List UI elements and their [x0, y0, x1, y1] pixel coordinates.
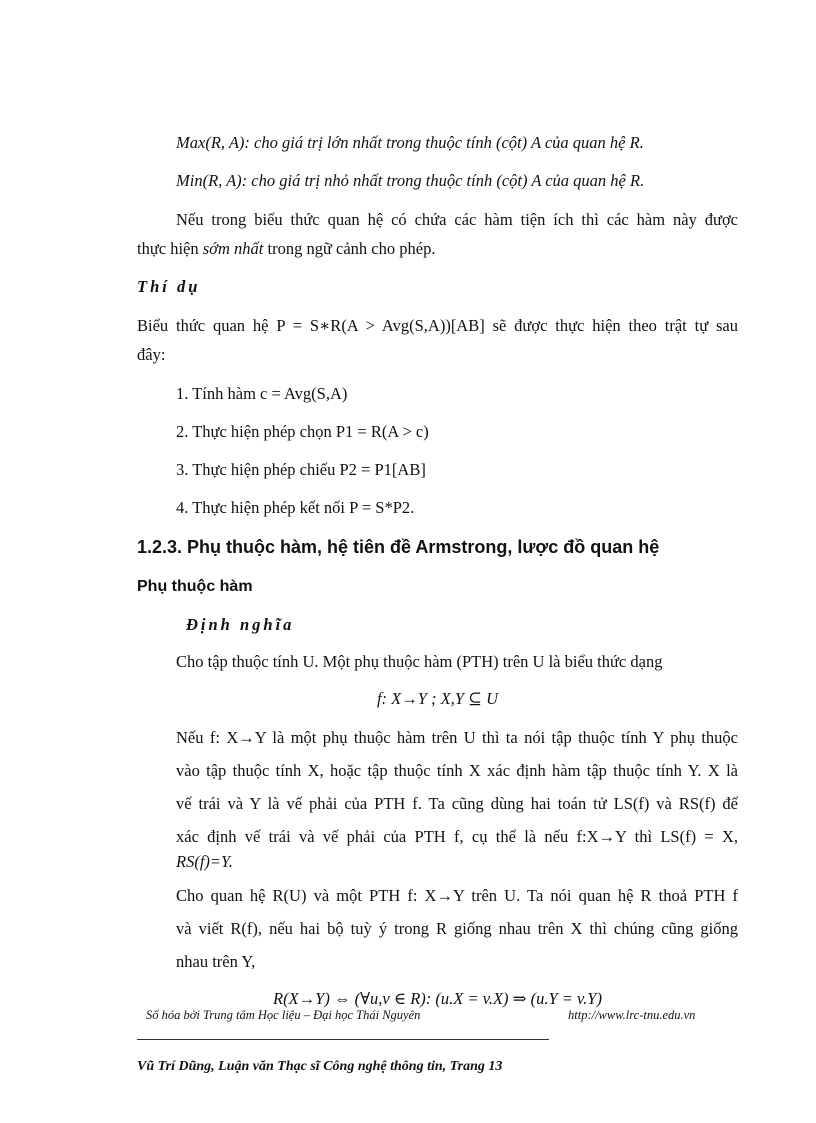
example-label: Thí dụ [137, 277, 201, 296]
utility-emphasis: sớm nhất [202, 239, 264, 258]
footer-source: Số hóa bởi Trung tâm Học liệu – Đại học Thái Nguyên [146, 1008, 421, 1022]
max-definition: Max(R, A): cho giá trị lớn nhất trong thuộc tính (cột) A của quan hệ R. [176, 133, 644, 152]
min-definition: Min(R, A): cho giá trị nhỏ nhất trong thuộc tính (cột) A của quan hệ R. [176, 171, 645, 190]
footer-url[interactable]: http://www.lrc-tnu.edu.vn [568, 1008, 696, 1022]
step-3: 3. Thực hiện phép chiếu P2 = P1[AB] [176, 460, 426, 479]
satisfy-line-2: và viết R(f), nếu hai bộ tuỳ ý trong R giống nhau trên X thì chúng cũng giống [176, 919, 738, 938]
utility-paragraph-line-1: Nếu trong biểu thức quan hệ có chứa các hàm tiện ích thì các hàm này được [176, 210, 738, 229]
definition-line: Cho tập thuộc tính U. Một phụ thuộc hàm (PTH) trên U là biểu thức dạng [176, 652, 663, 671]
fd-paragraph-line-1: Nếu f: X→Y là một phụ thuộc hàm trên U thì ta nói tập thuộc tính Y phụ thuộc [176, 728, 738, 747]
fd-paragraph-line-3: vế trái và Y là vế phải của PTH f. Ta cũng dùng hai toán tử LS(f) và RS(f) để [176, 794, 738, 813]
utility-text-b: trong ngữ cảnh cho phép. [263, 239, 436, 258]
definition-label: Định nghĩa [186, 615, 295, 634]
formula-satisfy: R(X→Y) ⇔ (∀u,v ∈ R): (u.X = v.X) ⇒ (u.Y = v.Y) [273, 989, 602, 1008]
footer-author-line: Vũ Trí Dũng, Luận văn Thạc sĩ Công nghệ thông tin, Trang 13 [137, 1059, 503, 1074]
fd-paragraph-line-4: xác định vế trái và vế phải của PTH f, cụ thể là nếu f:X→Y thì LS(f) = X, [176, 827, 738, 846]
footer-divider [137, 1039, 549, 1040]
utility-paragraph-line-2 [137, 238, 435, 260]
subsection-heading: Phụ thuộc hàm [137, 578, 253, 595]
fd-paragraph-line-2: vào tập thuộc tính X, hoặc tập thuộc tính X xác định hàm tập thuộc tính Y. X là [176, 761, 738, 780]
step-2: 2. Thực hiện phép chọn P1 = R(A > c) [176, 422, 429, 441]
step-1: 1. Tính hàm c = Avg(S,A) [176, 384, 348, 403]
example-line-1: Biểu thức quan hệ P = S∗R(A > Avg(S,A))[AB] sẽ được thực hiện theo trật tự sau [137, 316, 738, 335]
formula-fd: f: X→Y ; X,Y ⊆ U [376, 689, 499, 708]
utility-text-a: thực hiện [137, 239, 203, 258]
satisfy-line-3: nhau trên Y, [176, 952, 256, 971]
example-line-2: đây: [137, 345, 166, 364]
fd-paragraph-line-5: RS(f)=Y. [176, 852, 233, 871]
satisfy-line-1: Cho quan hệ R(U) và một PTH f: X→Y trên U. Ta nói quan hệ R thoả PTH f [176, 886, 738, 905]
step-4: 4. Thực hiện phép kết nối P = S*P2. [176, 498, 415, 517]
section-heading: 1.2.3. Phụ thuộc hàm, hệ tiên đề Armstrong, lược đồ quan hệ [137, 537, 660, 557]
